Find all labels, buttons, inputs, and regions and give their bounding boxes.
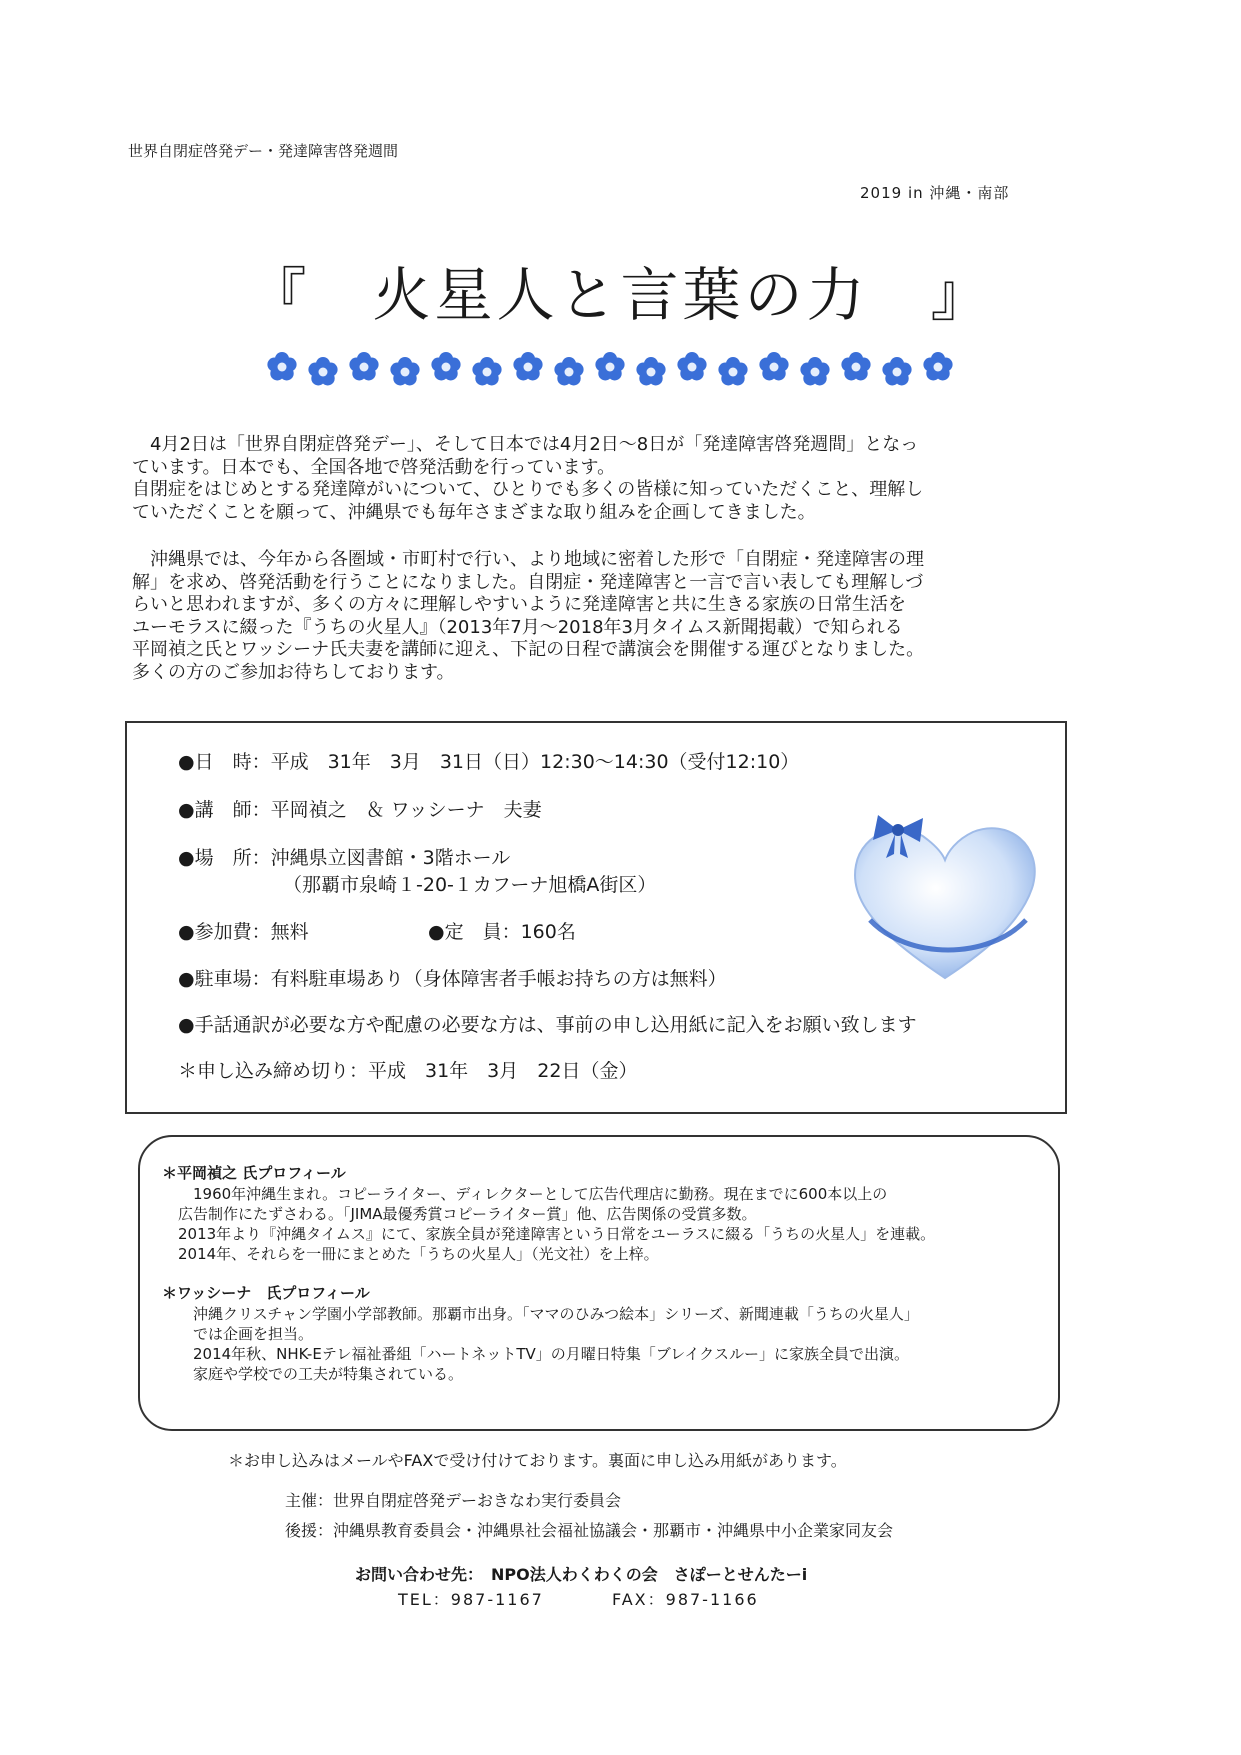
intro-line: 沖縄県では、今年から各圏域・市町村で行い、より地域に密着した形で「自閉症・発達障害の理: [132, 549, 924, 570]
contact-tel: TEL：987-1167: [398, 1590, 544, 1609]
intro-line: 平岡禎之氏とワッシーナ氏夫妻を講師に迎え、下記の日程で講演会を開催する運びとなりました。: [132, 639, 925, 660]
intro-line: 4月2日は「世界自閉症啓発デー」、そして日本では4月2日〜8日が「発達障害啓発週間」となっ: [132, 434, 919, 455]
organizer: 主催：世界自閉症啓発デーおきなわ実行委員会: [285, 1491, 622, 1510]
flower-icon: [595, 352, 624, 380]
flower-icon: [513, 352, 542, 380]
flower-icon: [636, 357, 665, 385]
profile-line: 家庭や学校での工夫が特集されている。: [178, 1365, 464, 1383]
event-fee: ●参加費：無料: [178, 921, 309, 943]
wasshina-profile-title: ＊ワッシーナ 氏プロフィール: [162, 1284, 370, 1302]
application-note: ＊お申し込みはメールやFAXで受け付けております。裏面に申し込み用紙があります。: [228, 1451, 847, 1470]
event-speaker: ●講 師：平岡禎之 ＆ ワッシーナ 夫妻: [178, 799, 542, 821]
event-datetime: ●日 時：平成 31年 3月 31日（日）12:30〜14:30（受付12:10）: [178, 751, 800, 773]
event-address: （那覇市泉崎１-20-１カフーナ旭橋A街区）: [283, 874, 657, 896]
event-sign-language: ●手話通訳が必要な方や配慮の必要な方は、事前の申し込用紙に記入をお願い致します: [178, 1014, 917, 1036]
flower-divider: [262, 350, 962, 390]
intro-line: ユーモラスに綴った『うちの火星人』（2013年7月〜2018年3月タイムス新聞掲載）で知られる: [132, 616, 903, 638]
profile-line: 広告制作にたずさわる。「JIMA最優秀賞コピーライター賞」他、広告関係の受賞多数。: [178, 1205, 757, 1223]
contact-fax: FAX：987-1166: [612, 1590, 759, 1609]
flower-icon: [472, 357, 501, 385]
page-title: 『 火星人と言葉の力 』: [248, 261, 993, 329]
event-capacity: ●定 員：160名: [428, 921, 576, 943]
flower-icon: [390, 357, 419, 385]
profile-line: 2013年より『沖縄タイムス』にて、家族全員が発達障害という日常をユーラスに綴る「うちの火星人」を連載。: [178, 1225, 936, 1243]
flower-icon: [431, 352, 460, 380]
intro-paragraph-2: [132, 549, 1077, 684]
intro-line: 多くの方のご参加お待ちしております。: [132, 661, 455, 683]
flower-icon: [800, 357, 829, 385]
profile-line: 沖縄クリスチャン学園小学部教師。那覇市出身。「ママのひみつ絵本」シリーズ、新聞連載「うちの火星人」: [178, 1305, 919, 1323]
intro-line: ていただくことを願って、沖縄県でも毎年さまざまな取り組みを企画してきました。: [132, 501, 816, 523]
event-series-label: 世界自閉症啓発デー・発達障害啓発週間: [128, 142, 399, 160]
intro-line: らいと思われますが、多くの方々に理解しやすいように発達障害と共に生きる家族の日常生活を: [132, 594, 906, 615]
wasshina-profile-body: [178, 1304, 919, 1384]
hiraoka-profile-body: [178, 1184, 935, 1264]
flower-icon: [308, 357, 337, 385]
flower-icon: [841, 352, 870, 380]
supporters: 後援：沖縄県教育委員会・沖縄県社会福祉協議会・那覇市・沖縄県中小企業家同友会: [285, 1521, 894, 1540]
flower-icon: [677, 352, 706, 380]
hiraoka-profile-title: ＊平岡禎之 氏プロフィール: [162, 1164, 346, 1182]
flower-icon: [759, 352, 788, 380]
flower-icon: [267, 352, 296, 380]
intro-line: ています。日本でも、全国各地で啓発活動を行っています。: [132, 456, 616, 478]
profile-line: 2014年、それらを一冊にまとめた「うちの火星人」（光文社）を上梓。: [178, 1245, 659, 1263]
intro-line: 自閉症をはじめとする発達障がいについて、ひとりでも多くの皆様に知っていただくこと、理解し: [132, 479, 924, 500]
flower-icon: [882, 357, 911, 385]
event-venue: ●場 所：沖縄県立図書館・3階ホール: [178, 847, 511, 869]
profile-line: 1960年沖縄生まれ。コピーライター、ディレクターとして広告代理店に勤務。現在までに600本以上の: [178, 1185, 888, 1203]
flower-icon: [554, 357, 583, 385]
year-location-label: 2019 in 沖縄・南部: [860, 184, 1010, 202]
contact: お問い合わせ先： NPO法人わくわくの会 さぽーとせんたーi: [355, 1565, 808, 1584]
intro-paragraph-1: [132, 434, 1077, 524]
intro-line: 解」を求め、啓発活動を行うことになりました。自閉症・発達障害と一言で言い表しても理解しづ: [132, 571, 924, 593]
profile-line: では企画を担当。: [178, 1325, 314, 1343]
flower-icon: [349, 352, 378, 380]
heart-shape: [855, 828, 1035, 978]
heart-ribbon-illustration: [848, 810, 1043, 985]
event-parking: ●駐車場：有料駐車場あり（身体障害者手帳お持ちの方は無料）: [178, 968, 727, 990]
profile-line: 2014年秋、NHK-Eテレ福祉番組「ハートネットTV」の月曜日特集「ブレイクスルー」に家族全員で出演。: [178, 1345, 910, 1363]
event-deadline: ＊申し込み締め切り：平成 31年 3月 22日（金）: [178, 1060, 638, 1082]
flower-icon: [923, 352, 952, 380]
flower-icon: [718, 357, 747, 385]
